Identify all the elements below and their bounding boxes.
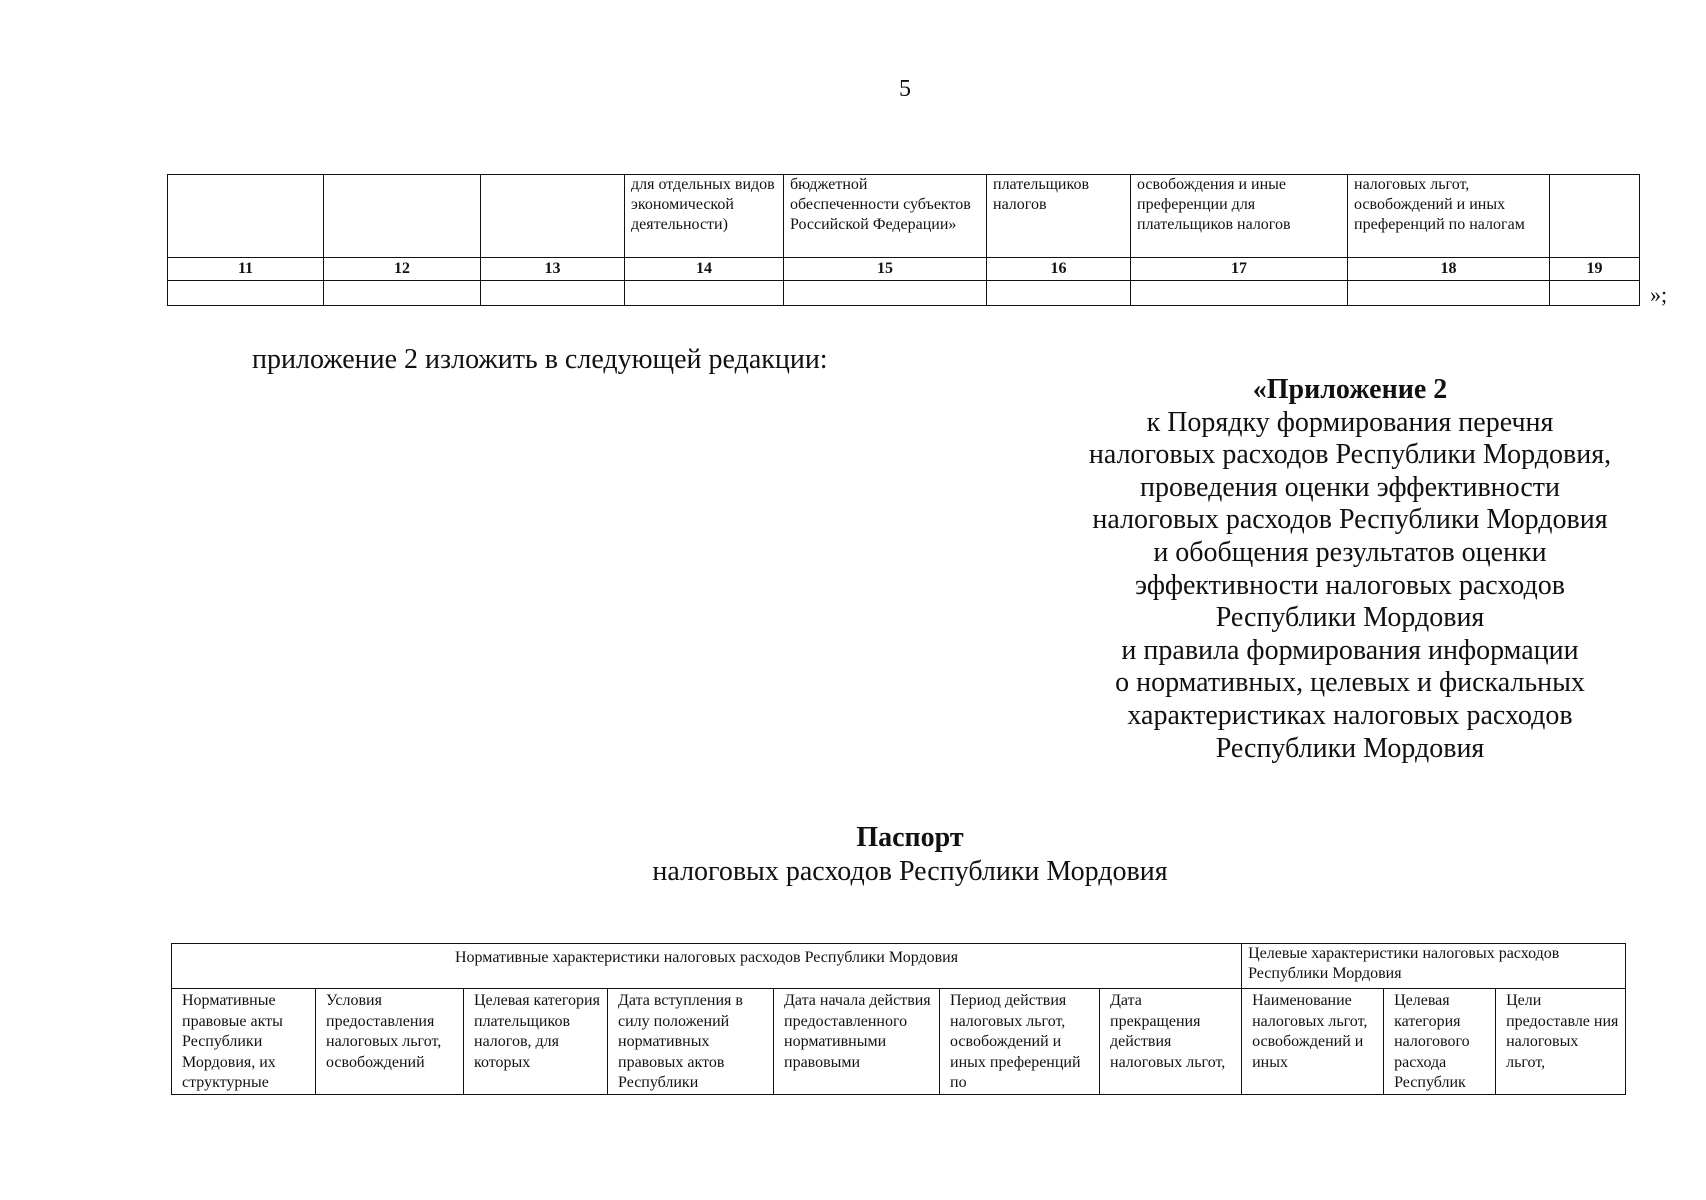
group-header-row (172, 944, 1626, 989)
column-number: 19 (1550, 258, 1640, 281)
passport-subtitle: налоговых расходов Республики Мордовия (652, 856, 1168, 887)
column-header: Целевая категория плательщиков налогов, для которых (464, 989, 608, 1095)
empty-cell (324, 281, 481, 306)
closing-quote: »; (1650, 282, 1668, 307)
column-number: 11 (168, 258, 324, 281)
column-number: 13 (481, 258, 625, 281)
appendix-line: к Порядку формирования перечня (1146, 406, 1554, 438)
passport-title: Паспорт (856, 822, 964, 853)
header-cell (168, 175, 324, 258)
header-cell: для отдельных видов экономической деятельности) (625, 175, 784, 258)
appendix-line: налоговых расходов Республики Мордовия, (1088, 439, 1612, 471)
column-header: Дата прекращения действия налоговых льгот, (1100, 989, 1242, 1095)
header-cell: освобождения и иные преференции для плательщиков налогов (1131, 175, 1348, 258)
passport-table (171, 943, 1626, 1095)
continuation-table (167, 174, 1640, 306)
appendix-heading (1050, 374, 1650, 765)
empty-cell (625, 281, 784, 306)
table-header-row (168, 175, 1640, 258)
header-cell: плательщиков налогов (987, 175, 1131, 258)
column-number-row (168, 258, 1640, 281)
column-header: Дата начала действия предоставленного нормативными правовыми (774, 989, 940, 1095)
column-header: Дата вступления в силу положений нормативных правовых актов Республики (608, 989, 774, 1095)
appendix-line: Республики Мордовия (1215, 732, 1485, 764)
empty-cell (784, 281, 987, 306)
target-group-header: Целевые характеристики налоговых расходов Республики Мордовия (1242, 944, 1626, 989)
header-cell (481, 175, 625, 258)
appendix-line: характеристиках налоговых расходов (1127, 699, 1573, 731)
page-number: 5 (899, 76, 911, 102)
column-header: Условия предоставления налоговых льгот, освобождений (316, 989, 464, 1095)
empty-cell (481, 281, 625, 306)
column-number: 17 (1131, 258, 1348, 281)
header-cell (324, 175, 481, 258)
column-header: Цели предоставле ния налоговых льгот, (1496, 989, 1626, 1095)
appendix-line: эффективности налоговых расходов (1135, 569, 1565, 601)
appendix-line: Республики Мордовия (1215, 602, 1485, 634)
appendix-line: и обобщения результатов оценки (1153, 536, 1547, 568)
column-number: 16 (987, 258, 1131, 281)
column-number: 12 (324, 258, 481, 281)
empty-cell (1348, 281, 1550, 306)
column-number: 14 (625, 258, 784, 281)
column-header-row (172, 989, 1626, 1095)
column-number: 15 (784, 258, 987, 281)
empty-cell (1550, 281, 1640, 306)
column-header: Наименование налоговых льгот, освобождений и иных (1242, 989, 1384, 1095)
empty-cell (987, 281, 1131, 306)
appendix-line: и правила формирования информации (1121, 634, 1579, 666)
column-header: Целевая категория налогового расхода Республик (1384, 989, 1496, 1095)
empty-cell (1131, 281, 1348, 306)
appendix-line: проведения оценки эффективности (1139, 471, 1560, 503)
appendix-line: налоговых расходов Республики Мордовия (1092, 504, 1608, 536)
column-header: Период действия налоговых льгот, освобождений и иных преференций по (940, 989, 1100, 1095)
column-header: Нормативные правовые акты Республики Мордовия, их структурные (172, 989, 316, 1095)
column-number: 18 (1348, 258, 1550, 281)
header-cell: бюджетной обеспеченности субъектов Российской Федерации» (784, 175, 987, 258)
appendix-line: о нормативных, целевых и фискальных (1115, 667, 1585, 699)
normative-group-header: Нормативные характеристики налоговых расходов Республики Мордовия (172, 944, 1242, 989)
header-cell: налоговых льгот, освобождений и иных преференций по налогам (1348, 175, 1550, 258)
header-cell (1550, 175, 1640, 258)
appendix-title: «Приложение 2 (1252, 374, 1448, 405)
empty-data-row (168, 281, 1640, 306)
amendment-intro: приложение 2 изложить в следующей редакции: (252, 344, 828, 375)
empty-cell (168, 281, 324, 306)
